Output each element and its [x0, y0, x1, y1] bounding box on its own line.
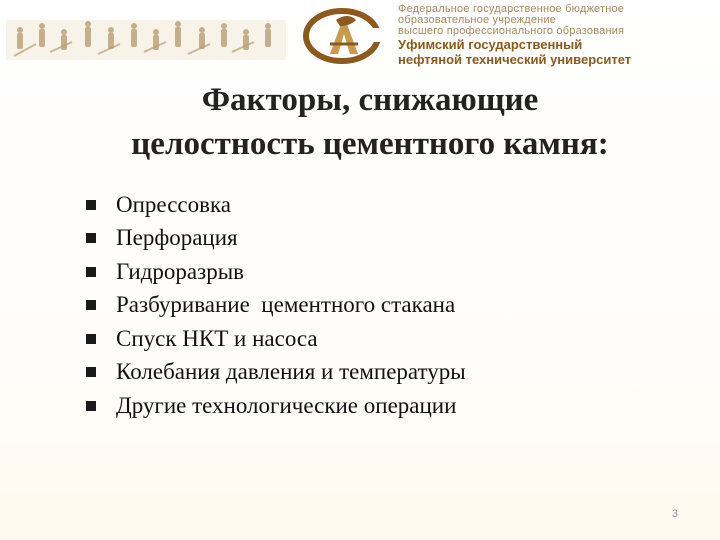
bullet-text: Разбуривание цементного стакана: [116, 292, 456, 318]
bullet-text: Перфорация: [116, 225, 238, 251]
bullet-item: [86, 289, 466, 323]
header: [0, 0, 720, 70]
square-bullet-icon: [86, 367, 96, 377]
bullet-text: Опрессовка: [116, 191, 232, 217]
institution-line: образовательное учреждение: [398, 14, 557, 26]
institution-name-block: [398, 4, 714, 67]
square-bullet-icon: [86, 334, 96, 344]
square-bullet-icon: [86, 200, 96, 210]
university-emblem-icon: [300, 4, 390, 66]
bullet-item: [86, 222, 466, 256]
university-name-line: нефтяной технический университет: [398, 52, 632, 67]
square-bullet-icon: [86, 401, 96, 411]
institution-line: высшего профессионального образования: [398, 25, 625, 37]
square-bullet-icon: [86, 233, 96, 243]
slide-title: [40, 78, 700, 166]
figures-banner-image: [6, 8, 286, 62]
bullet-item: [86, 322, 466, 356]
bullet-text: Колебания давления и температуры: [116, 359, 466, 385]
bullet-item: [86, 356, 466, 390]
slide-title-line-2: целостность цементного камня:: [131, 126, 609, 162]
university-name-line: Уфимский государственный: [398, 37, 583, 52]
square-bullet-icon: [86, 300, 96, 310]
bullet-item: [86, 255, 466, 289]
bullet-item: [86, 389, 466, 423]
square-bullet-icon: [86, 267, 96, 277]
bullet-text: Другие технологические операции: [116, 392, 457, 418]
bullet-item: [86, 188, 466, 222]
institution-line: Федеральное государственное бюджетное: [398, 3, 625, 15]
bullet-list: [86, 188, 466, 423]
bullet-text: Гидроразрыв: [116, 258, 245, 284]
page-number: 3: [671, 508, 678, 520]
slide-title-line-1: Факторы, снижающие: [201, 82, 539, 118]
bullet-text: Спуск НКТ и насоса: [116, 325, 318, 351]
